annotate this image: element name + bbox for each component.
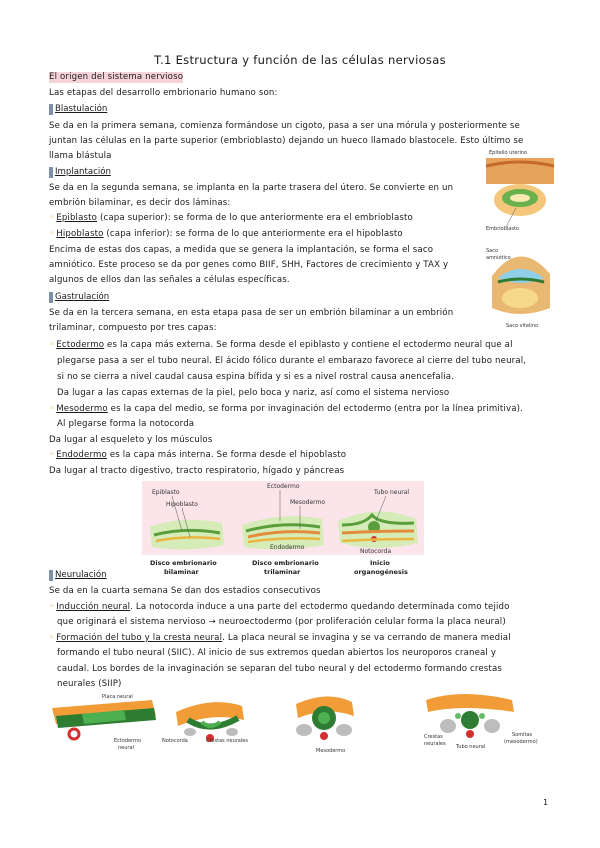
label-crestas-neurales: Crestas neurales <box>206 738 248 744</box>
paragraph-line: amniótico. Este proceso se da por genes como BIIF, SHH, Factores de crecimiento y TAX y <box>49 260 449 270</box>
label-hipoblasto: Hipoblasto <box>166 501 198 508</box>
paragraph-line: Da lugar a las capas externas de la piel, pelo boca y nariz, así como el sistema nervioso <box>57 388 450 398</box>
heading-implantacion: Implantación <box>49 167 111 178</box>
label-crestas-neurales: Crestas <box>424 734 443 740</box>
label-somitas: Somitas <box>512 732 533 738</box>
caption-inicio-organogenesis: Inicio <box>370 559 390 567</box>
implantation-figure <box>484 148 556 332</box>
paragraph-line: algunos de ellos dan las señales a células específicas. <box>49 275 290 285</box>
bullet-induccion-neural: ◦ Inducción neural. La notocorda induce a una parte del ectodermo quedando determinada como tejido <box>49 602 510 612</box>
label-tubo-neural: Tubo neural <box>374 489 410 496</box>
bullet-ectodermo: ◦ Ectodermo es la capa más externa. Se forma desde el epiblasto y contiene el ectodermo neural que al <box>49 340 513 350</box>
label-epiblasto: Epiblasto <box>152 489 180 496</box>
bullet-formacion-tubo: ◦ Formación del tubo y la cresta neural. La placa neural se invagina y se va cerrando de manera medial <box>49 633 511 643</box>
paragraph-line: formando el tubo neural (SIIC). Al inicio de sus extremos quedan abiertos los neuroporos craneal y <box>57 648 497 658</box>
page-number: 1 <box>543 798 549 807</box>
paragraph-line: Se da en la primera semana, comienza formándose un cigoto, pasa a ser una mórula y posteriormente se <box>49 121 520 131</box>
bullet-icon: ◦ <box>49 229 55 239</box>
paragraph-line: embrión bilaminar, es decir dos láminas: <box>49 198 231 208</box>
caption-inicio-organogenesis: organogénesis <box>354 568 408 576</box>
paragraph-line: Al plegarse forma la notocorda <box>57 419 195 429</box>
label-notocorda: Notocorda <box>162 738 188 744</box>
paragraph-line: que originará el sistema nervioso → neuroectodermo (por proliferación celular forma la placa neural) <box>57 617 506 627</box>
paragraph-line: caudal. Los bordes de la invaginación se separan del tubo neural y del ectodermo formando crestas <box>57 664 502 674</box>
label-crestas-neurales: neurales <box>424 741 446 747</box>
heading-gastrulacion: Gastrulación <box>49 292 109 303</box>
caption-disco-bilaminar: bilaminar <box>164 568 199 576</box>
label-embrioblasto: Embrioblasto <box>486 226 519 232</box>
label-saco-amniotico: Saco <box>486 248 499 254</box>
paragraph-line: Encima de estas dos capas, a medida que se genera la implantación, se forma el saco <box>49 245 434 255</box>
paragraph-line: Se da en la tercera semana, en esta etapa pasa de ser un embrión bilaminar a un embrión <box>49 308 454 318</box>
label-tubo-neural: Tubo neural <box>456 744 486 750</box>
bullet-icon: ◦ <box>49 404 55 414</box>
bullet-icon: ◦ <box>49 633 55 643</box>
bullet-endodermo: ◦ Endodermo es la capa más interna. Se forma desde el hipoblasto <box>49 450 347 460</box>
paragraph-line: trilaminar, compuesto por tres capas: <box>49 323 217 333</box>
section-heading-origin: El origen del sistema nervioso <box>49 72 184 82</box>
caption-disco-trilaminar: trilaminar <box>264 568 301 576</box>
label-notocorda: Notocorda <box>360 548 391 555</box>
bullet-icon: ◦ <box>49 340 55 350</box>
paragraph-line: Se da en la cuarta semana Se dan dos estadios consecutivos <box>49 586 321 596</box>
bullet-icon: ◦ <box>49 213 55 223</box>
paragraph-line: llama blástula <box>49 151 112 161</box>
page-title: T.1 Estructura y función de las células nerviosas <box>154 53 446 67</box>
label-mesodermo: Mesodermo <box>316 748 346 754</box>
label-endodermo: Endodermo <box>270 544 305 551</box>
label-ectodermo-neural: neural <box>118 745 134 751</box>
bullet-icon: ◦ <box>49 602 55 612</box>
heading-neurulacion: Neurulación <box>49 570 107 581</box>
paragraph-line: si no se cierra a nivel caudal causa espina bífida y si es a nivel rostral causa anencefalia. <box>57 372 455 382</box>
paragraph-line: Da lugar al esqueleto y los músculos <box>49 435 213 445</box>
paragraph-line: Se da en la segunda semana, se implanta en la parte trasera del útero. Se convierte en un <box>49 183 454 193</box>
caption-disco-bilaminar: Disco embrionario <box>150 559 217 567</box>
label-somitas: (mesodermo) <box>504 739 538 745</box>
bullet-epiblasto: ◦ Epiblasto (capa superior): se forma de lo que anteriormente era el embrioblasto <box>49 213 413 223</box>
paragraph-line: Da lugar al tracto digestivo, tracto respiratorio, hígado y páncreas <box>49 466 345 476</box>
paragraph-line: neurales (SIIP) <box>57 679 122 689</box>
label-mesodermo: Mesodermo <box>290 499 326 506</box>
neurulation-figure <box>52 690 552 756</box>
label-ectodermo-neural: Ectodermo <box>114 738 142 744</box>
label-saco-vitelino: Saco vitelino <box>506 323 539 329</box>
bullet-hipoblasto: ◦ Hipoblasto (capa inferior): se forma de lo que anteriormente era el hipoblasto <box>49 229 403 239</box>
bullet-icon: ◦ <box>49 450 55 460</box>
paragraph-line: plegarse pasa a ser el tubo neural. El ácido fólico durante el embarazo favorece al cierre del tubo neural, <box>57 356 527 366</box>
paragraph-line: juntan las células en la parte superior (embrioblasto) dejando un hueco llamado blastocele. Esto último se <box>49 136 524 146</box>
gastrulation-figure <box>142 481 424 579</box>
heading-blastulacion: Blastulación <box>49 104 107 115</box>
label-placa-neural: Placa neural <box>102 694 133 700</box>
caption-disco-trilaminar: Disco embrionario <box>252 559 319 567</box>
label-ectodermo: Ectodermo <box>267 483 300 490</box>
label-epitelio: Epitelio uterino <box>489 150 528 156</box>
label-saco-amniotico: amniótico <box>486 255 511 261</box>
bullet-mesodermo: ◦ Mesodermo es la capa del medio, se forma por invaginación del ectodermo (entra por la línea primitiva). <box>49 404 523 414</box>
intro-text: Las etapas del desarrollo embrionario humano son: <box>49 88 278 98</box>
